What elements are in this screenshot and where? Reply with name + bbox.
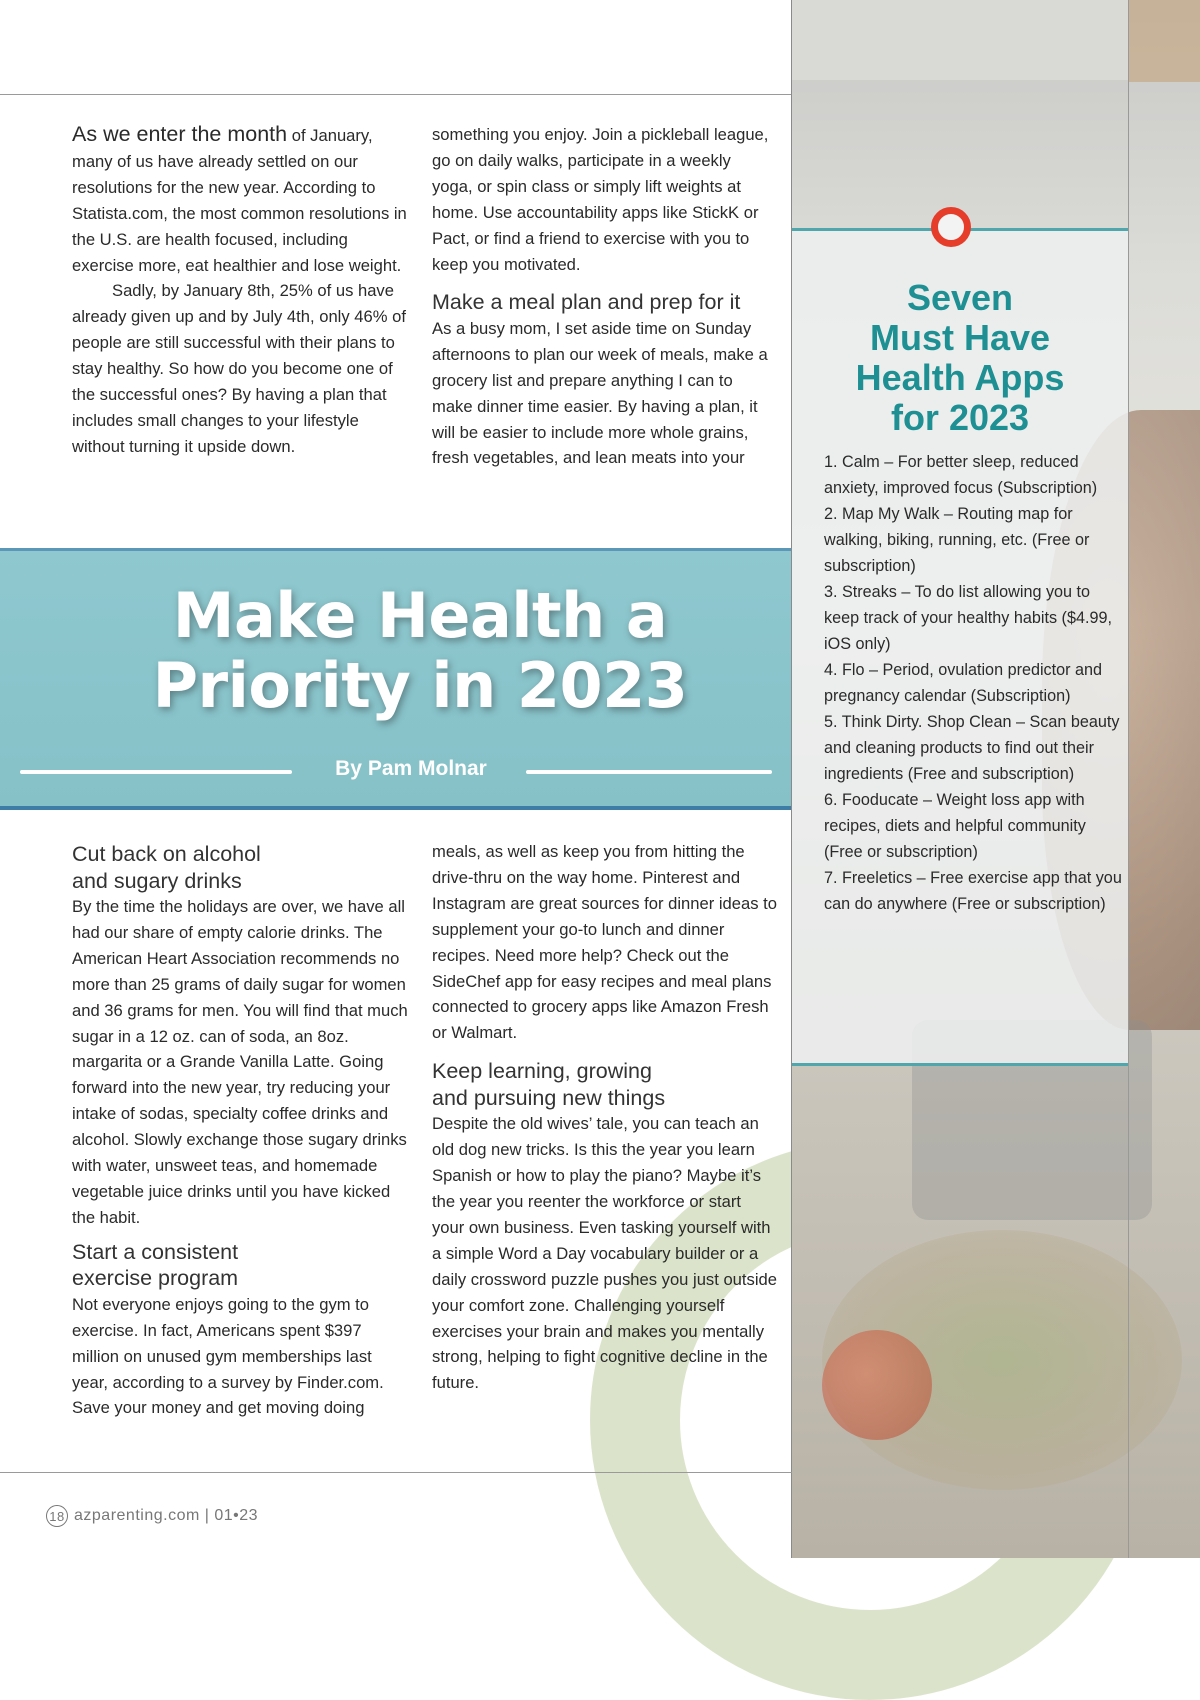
exercise-heading-line-1: Start a consistent	[72, 1239, 239, 1264]
list-item: 4. Flo – Period, ovulation predictor and pregnancy calendar (Subscription)	[824, 661, 1103, 705]
intro-paragraph-2: Sadly, by January 8th, 25% of us have already given up and by July 4th, only 46% of people are still successful with their plans to stay healthy. So how do you become one of the successful ones? By having a plan that includes small changes to your lifestyle without turning it upside down.	[72, 281, 406, 456]
sidebar-photo-window	[792, 0, 1128, 80]
top-rule	[0, 94, 792, 95]
page-footer	[46, 1505, 258, 1529]
sidebar-title-line-4: for 2023	[890, 397, 1030, 438]
intro-column	[72, 122, 412, 460]
alcohol-heading-line-2: and sugary drinks	[72, 868, 242, 893]
alcohol-heading	[72, 841, 412, 894]
meal-continued: meals, as well as keep you from hitting the drive-thru on the way home. Pinterest and Instagram are great sources for dinner ideas to supplement your go-to lunch and dinner recipes. Need more help? Check out the SideChef app for easy recipes and meal plans connected to grocery apps like Amazon Fresh or Walmart.	[432, 842, 777, 1043]
learning-heading-line-1: Keep learning, growing	[432, 1059, 652, 1084]
sidebar-photo-frame	[1128, 0, 1200, 82]
title-line-2: Priority in 2023	[152, 649, 688, 722]
learning-heading-line-2: and pursuing new things	[432, 1085, 666, 1110]
meal-text: As a busy mom, I set aside time on Sunday afternoons to plan our week of meals, make a grocery list and prepare anything I can to make dinner time easier. By having a plan, it will be easier to include more whole grains, fresh vegetables, and lean meats into your	[432, 318, 768, 468]
exercise-text: Not everyone enjoys going to the gym to exercise. In fact, Americans spent $397 million on unused gym memberships last year, according to a survey by Finder.com. Save your money and get moving doing	[72, 1294, 384, 1418]
byline-row	[0, 756, 792, 786]
alcohol-heading-line-1: Cut back on alcohol	[72, 842, 261, 866]
page-number: 18	[46, 1505, 68, 1527]
bottom-rule	[0, 1472, 792, 1473]
intro-text: of January, many of us have already settled on our resolutions for the new year. According to Statista.com, the most common resolutions in the U.S. are health focused, including exercise more, eat healthier and lose weight.	[72, 126, 407, 275]
intro-paragraph	[72, 122, 412, 278]
byline: By Pam Molnar	[335, 757, 487, 780]
learning-heading	[432, 1058, 777, 1111]
health-apps-sidebar	[792, 0, 1200, 1558]
sidebar-title-line-3: Health Apps	[855, 357, 1065, 398]
lower-left-column	[72, 841, 412, 1421]
list-item: 2. Map My Walk – Routing map for walking, biking, running, etc. (Free or subscription)	[824, 505, 1090, 575]
list-item: 5. Think Dirty. Shop Clean – Scan beauty and cleaning products to find out their ingredients (Free and subscription)	[824, 713, 1120, 783]
footer-text: azparenting.com | 01•23	[74, 1507, 259, 1524]
app-list	[824, 449, 1124, 917]
byline-rule-right	[526, 770, 772, 774]
intro-lead: As we enter the month	[72, 122, 288, 146]
column-divider	[791, 0, 792, 1558]
list-item: 7. Freeletics – Free exercise app that you can do anywhere (Free or subscription)	[824, 869, 1122, 913]
sidebar-edge-rule	[1128, 0, 1129, 1558]
sidebar-title-line-2: Must Have	[869, 317, 1051, 358]
list-item: 1. Calm – For better sleep, reduced anxiety, improved focus (Subscription)	[824, 453, 1098, 497]
sidebar-title	[792, 278, 1128, 438]
list-item: 3. Streaks – To do list allowing you to keep track of your healthy habits ($4.99, iOS only)	[824, 583, 1112, 653]
sidebar-photo-tomato	[822, 1330, 932, 1440]
lower-right-column	[432, 839, 777, 1396]
title-banner	[0, 548, 792, 810]
exercise-heading-line-2: exercise program	[72, 1266, 239, 1291]
byline-rule-left	[20, 770, 292, 774]
learning-text: Despite the old wives’ tale, you can teach an old dog new tricks. Is this the year you learn Spanish or how to play the piano? Maybe it’s the year you reenter the workforce or start your own business. Even tasking yourself with a simple Word a Day vocabulary builder or a daily crossword puzzle pushes you just outside your comfort zone. Challenging yourself exercises your brain and makes you mentally strong, helping to fight cognitive decline in the future.	[432, 1114, 777, 1393]
title-line-1: Make Health a	[172, 579, 668, 652]
alcohol-text: By the time the holidays are over, we have all had our share of empty calorie drinks. The American Heart Association recommends no more than 25 grams of daily sugar for women and 36 grams for men. You will find that much sugar in a 12 oz. can of soda, an 8oz. margarita or a Grande Vanilla Latte. Going forward into the new year, try reducing your intake of sodas, specialty coffee drinks and alcohol. Slowly exchange those sugary drinks with water, unsweet teas, and homemade vegetable juice drinks until you have kicked the habit.	[72, 897, 408, 1227]
exercise-continued: something you enjoy. Join a pickleball league, go on daily walks, participate in a weekly yoga, or spin class or simply lift weights at home. Use accountability apps like StickK or Pact, or find a friend to exercise with you to keep you motivated.	[432, 125, 769, 274]
article-title	[0, 581, 840, 721]
meal-heading: Make a meal plan and prep for it	[432, 290, 741, 315]
exercise-heading	[72, 1239, 412, 1292]
sidebar-title-line-1: Seven	[906, 277, 1014, 318]
upper-right-column	[432, 122, 772, 471]
list-item: 6. Fooducate – Weight loss app with recipes, diets and helpful community (Free or subscription)	[824, 791, 1086, 861]
ring-icon	[931, 207, 971, 247]
